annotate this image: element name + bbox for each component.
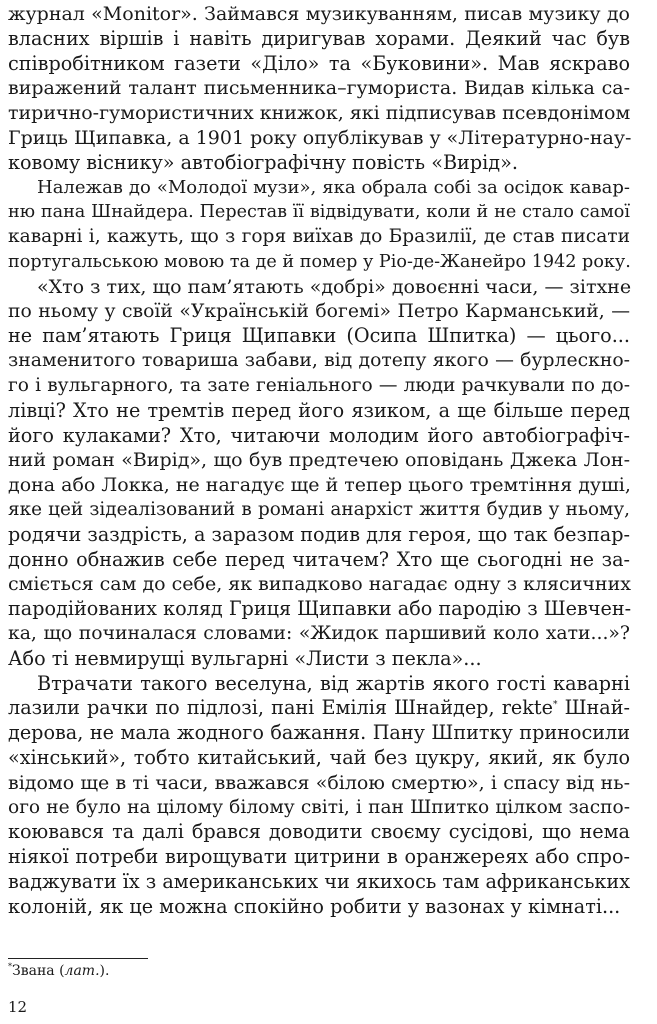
text-line: відомо ще в ті часи, вважався «білою смертю», і спасу від нь-	[8, 771, 630, 794]
footnote-lang: лат.	[64, 963, 100, 979]
text-line: «Хто з тих, що пам’ятають «добрі» довоєнні часи, — зітхне	[37, 275, 632, 298]
paragraph	[8, 672, 630, 920]
text-line: тирично-гумористичних книжок, які підписував псевдонімом	[8, 102, 631, 125]
text-flow	[8, 2, 630, 919]
text-line: яке цей зідеалізований в романі анархіст життя будив у ньому,	[8, 498, 630, 520]
footnote-text: Звана (	[12, 963, 65, 979]
text-line: не пам’ятають Гриця Щипавки (Осипа Шпитка) — цього...	[8, 324, 630, 348]
text-line: ого не було на цілому білому світі, і пан Шпитко цілком заспо-	[8, 796, 630, 818]
footnote-mark: *	[8, 962, 12, 971]
text-line: ніякої потреби вирощувати цитрини в оранжереях або спро-	[8, 845, 630, 869]
text-line: його кулаками? Хто, читаючи молодим його автобіографіч-	[8, 423, 630, 447]
text-line: лівці? Хто не тремтів перед його язиком, а ще більше перед	[8, 398, 630, 422]
text-line: власних віршів і навіть диригував хорами. Деякий час був	[8, 26, 630, 50]
text-line: журнал «Monitor». Займався музикуванням, писав музику до	[8, 3, 630, 25]
text-line: Гриць Щипавка, а 1901 року опублікував у «Літературно-нау-	[8, 126, 632, 149]
text-line: сміється сам до себе, як випадково нагадає одну з клясичних	[8, 573, 631, 596]
footnote-divider	[8, 958, 148, 959]
page-body	[8, 2, 630, 919]
text-line: каварні і, кажуть, що з горя виїхав до Бразилії, де став писати	[8, 226, 630, 248]
text-line: виражений талант письменника–гумориста. Видав кілька са-	[8, 77, 630, 100]
text-line: Втрачати такого веселуна, від жартів якого гості каварні	[37, 671, 630, 695]
text-line: знаменитого товариша забави, від дотепу якого — бурлескно-	[8, 350, 630, 372]
footnote-ref: *	[552, 700, 558, 711]
footnote	[8, 962, 109, 980]
text-line: го і вульгарного, та зате геніального — люди рачкували по до-	[8, 374, 630, 396]
text-line: співробітником газети «Діло» та «Буковини». Мав яскраво	[8, 51, 630, 75]
text-line: Або ті невмирущі вульгарні «Листи з пекла»...	[8, 646, 482, 670]
text-line: донно обнажив себе перед читачем? Хто ще сьогодні не за-	[8, 547, 630, 571]
text-line: пародійованих коляд Гриця Щипавки або пародію з Шевчен-	[8, 597, 632, 621]
text-line: родячи заздрість, а заразом подив для героя, що так безпар-	[8, 522, 630, 546]
page-number: 12	[8, 998, 28, 1016]
text-line: колоній, як це можна спокійно робити у вазонах у кімнаті...	[8, 894, 621, 918]
paragraph	[8, 176, 630, 275]
text-line: ковому віснику» автобіографічну повість «Вирід».	[8, 150, 518, 174]
text-line: ний роман «Вирід», що був предтечею оповідань Джека Лон-	[8, 449, 630, 472]
text-line: дона або Локка, не нагадує ще й тепер цього тремтіння душі,	[8, 474, 631, 497]
footnote-close: ).	[99, 963, 110, 979]
paragraph	[8, 275, 630, 672]
text-line: ваджувати їх з американських чи якихось там африканських	[8, 869, 631, 893]
text-line: ка, що починалася словами: «Жидок паршивий коло хати...»?	[8, 622, 630, 644]
text-line: «хінський», тобто китайський, чай без цукру, який, як було	[8, 745, 630, 769]
text-line: ню пана Шнайдера. Перестав її відвідувати, коли й не стало самої	[8, 202, 630, 223]
text-line: Належав до «Молодої музи», яка обрала собі за осідок кавар-	[37, 176, 630, 198]
text-line: лазили рачки по підлозі, пані Емілія Шнайдер, rekte* Шнай-	[8, 696, 630, 720]
text-line: дерова, не мала жодного бажання. Пану Шпитку приносили	[8, 721, 630, 745]
text-line: по ньому у своїй «Українській богемі» Петро Карманський, —	[8, 300, 630, 322]
paragraph	[8, 2, 630, 176]
text-line: португальською мовою та де й помер у Ріо-де-Жанейро 1942 року.	[8, 251, 631, 272]
text-line: коювався та далі брався доводити своєму сусідові, що нема	[8, 820, 630, 844]
